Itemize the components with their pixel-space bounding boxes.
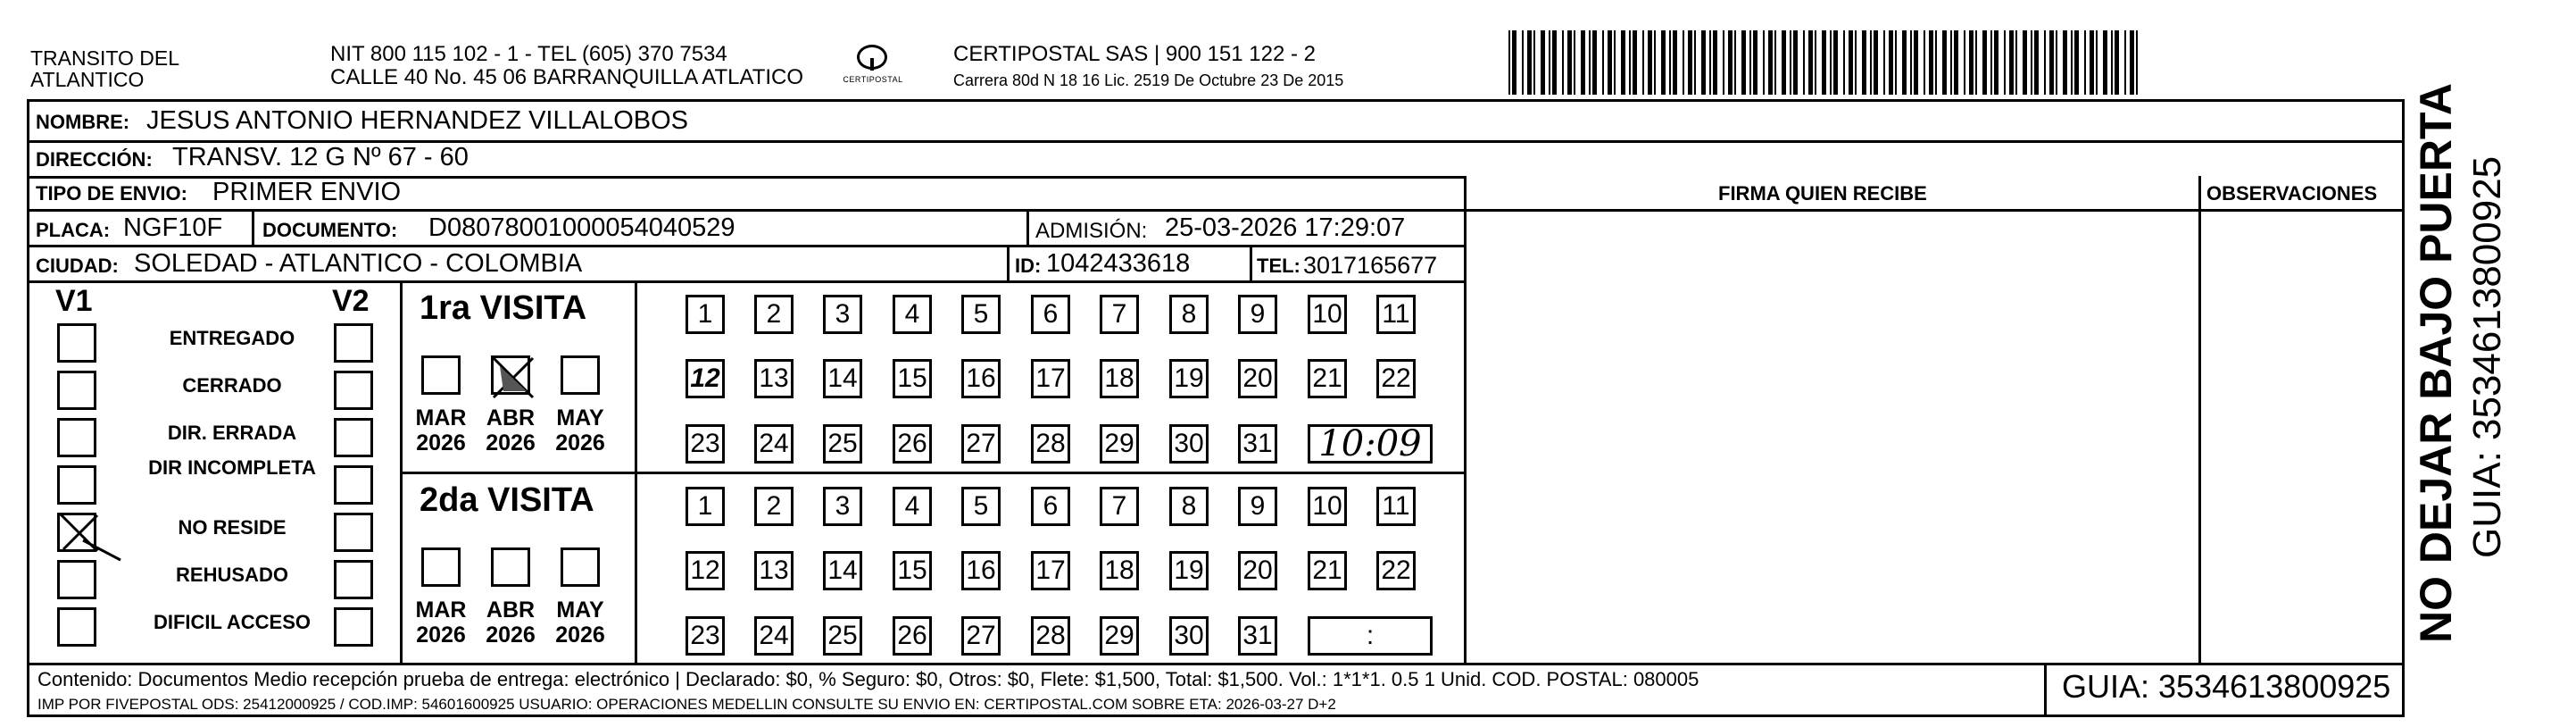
visit2-day-10[interactable]: 10 <box>1308 487 1347 526</box>
certipostal-logo <box>837 45 909 95</box>
visit1-day-9[interactable]: 9 <box>1238 295 1277 334</box>
status-option-label: CERRADO <box>182 374 282 397</box>
visit1-day-3[interactable]: 3 <box>823 295 862 334</box>
v1-checkbox-5[interactable] <box>57 560 96 599</box>
visit2-day-24[interactable]: 24 <box>754 616 794 656</box>
visit2-day-19[interactable]: 19 <box>1169 551 1209 590</box>
visit2-day-12[interactable]: 12 <box>686 551 725 590</box>
visit1-day-11[interactable]: 11 <box>1376 295 1416 334</box>
v2-checkbox-0[interactable] <box>334 323 373 363</box>
visit1-month-checkbox-may[interactable] <box>561 355 600 395</box>
recipient-name: JESUS ANTONIO HERNANDEZ VILLALOBOS <box>146 106 689 135</box>
v2-checkbox-5[interactable] <box>334 560 373 599</box>
visit1-day-14[interactable]: 14 <box>823 359 862 398</box>
visit2-day-30[interactable]: 30 <box>1169 616 1209 656</box>
do-not-leave-warning: NO DEJAR BAJO PUERTA <box>2411 83 2461 643</box>
visit1-day-26[interactable]: 26 <box>893 424 932 464</box>
month-label: MAR 2026 <box>415 597 467 648</box>
visit2-day-27[interactable]: 27 <box>961 616 1001 656</box>
logo-text: CERTIPOSTAL <box>843 75 903 84</box>
x-mark-icon <box>56 510 110 564</box>
visit2-day-9[interactable]: 9 <box>1238 487 1277 526</box>
visit2-month-checkbox-mar[interactable] <box>421 547 461 587</box>
month-label: MAR 2026 <box>415 405 467 455</box>
print-info-line: IMP POR FIVEPOSTAL ODS: 25412000925 / COD.IMP: 54601600925 USUARIO: OPERACIONES MEDELLIN CONSULTE SU ENVIO EN: CERTIPOSTAL.COM SOBRE ETA: 2026-03-27 D+2 <box>37 696 1336 713</box>
visit1-day-31[interactable]: 31 <box>1238 424 1277 464</box>
v1-checkbox-6[interactable] <box>57 607 96 647</box>
send-type: PRIMER ENVIO <box>212 178 402 206</box>
status-option-label: ENTREGADO <box>169 327 295 349</box>
visit1-day-2[interactable]: 2 <box>754 295 794 334</box>
document-label: DOCUMENTO: <box>262 219 398 241</box>
visit2-day-5[interactable]: 5 <box>961 487 1001 526</box>
v2-checkbox-4[interactable] <box>334 513 373 552</box>
visit1-day-23[interactable]: 23 <box>686 424 725 464</box>
visit1-day-30[interactable]: 30 <box>1169 424 1209 464</box>
issuer-nit: NIT 800 115 102 - 1 - TEL (605) 370 7534 <box>330 42 727 66</box>
tel-label: TEL: <box>1257 255 1300 277</box>
visit1-day-21[interactable]: 21 <box>1308 359 1347 398</box>
visit1-day-8[interactable]: 8 <box>1169 295 1209 334</box>
visit1-day-17[interactable]: 17 <box>1031 359 1070 398</box>
visit2-day-1[interactable]: 1 <box>686 487 725 526</box>
logo-mark-icon <box>857 45 887 70</box>
city-label: CIUDAD: <box>36 255 119 277</box>
v2-checkbox-2[interactable] <box>334 418 373 457</box>
signature-header: FIRMA QUIEN RECIBE <box>1718 182 1927 205</box>
month-label: ABR 2026 <box>486 405 536 455</box>
visit2-day-26[interactable]: 26 <box>893 616 932 656</box>
status-option-label: DIR. ERRADA <box>167 422 297 444</box>
status-option-label: DIFICIL ACCESO <box>153 611 311 633</box>
city-value: SOLEDAD - ATLANTICO - COLOMBIA <box>134 249 583 278</box>
visit1-day-24[interactable]: 24 <box>754 424 794 464</box>
admission-label: ADMISIÓN: <box>1035 219 1148 243</box>
tel-value: 3017165677 <box>1303 252 1438 279</box>
visit-title-1: 1ra VISITA <box>420 289 587 327</box>
visit1-day-6[interactable]: 6 <box>1031 295 1070 334</box>
v1-header: V1 <box>55 284 93 318</box>
plate-value: NGF10F <box>123 213 223 242</box>
visit2-day-29[interactable]: 29 <box>1100 616 1139 656</box>
visit1-day-25[interactable]: 25 <box>823 424 862 464</box>
v1-checkbox-3[interactable] <box>57 465 96 505</box>
visit2-month-checkbox-abr[interactable] <box>491 547 530 587</box>
handwritten-time: 10:09 <box>1318 423 1422 464</box>
recipient-address: TRANSV. 12 G Nº 67 - 60 <box>172 143 469 171</box>
month-label: ABR 2026 <box>486 597 536 648</box>
visit1-day-28[interactable]: 28 <box>1031 424 1070 464</box>
visit2-day-11[interactable]: 11 <box>1376 487 1416 526</box>
visit1-day-15[interactable]: 15 <box>893 359 932 398</box>
v2-checkbox-1[interactable] <box>334 371 373 410</box>
v1-checkbox-4[interactable] <box>57 513 96 552</box>
visit1-day-1[interactable]: 1 <box>686 295 725 334</box>
v2-checkbox-3[interactable] <box>334 465 373 505</box>
visit1-day-10[interactable]: 10 <box>1308 295 1347 334</box>
visit2-day-28[interactable]: 28 <box>1031 616 1070 656</box>
status-option-label: REHUSADO <box>176 564 288 586</box>
visit2-day-31[interactable]: 31 <box>1238 616 1277 656</box>
issuer-address: CALLE 40 No. 45 06 BARRANQUILLA ATLATICO <box>330 65 804 89</box>
visit2-day-17[interactable]: 17 <box>1031 551 1070 590</box>
courier-info: CERTIPOSTAL SAS | 900 151 122 - 2 <box>953 42 1316 66</box>
visit2-day-14[interactable]: 14 <box>823 551 862 590</box>
name-label: NOMBRE: <box>36 111 130 133</box>
visit1-month-checkbox-abr[interactable] <box>491 355 530 395</box>
visit2-day-25[interactable]: 25 <box>823 616 862 656</box>
v1-checkbox-2[interactable] <box>57 418 96 457</box>
contents-line: Contenido: Documentos Medio recepción prueba de entrega: electrónico | Declarado: $0, % Seguro: $0, Otros: $0, Flete: $1,500, Total: $1,500. Vol.: 1*1*1. 0.5 1 Unid. COD. POSTAL: 080005 <box>37 668 1699 690</box>
visit2-day-6[interactable]: 6 <box>1031 487 1070 526</box>
visit1-day-5[interactable]: 5 <box>961 295 1001 334</box>
visit1-day-20[interactable]: 20 <box>1238 359 1277 398</box>
visit1-day-18[interactable]: 18 <box>1100 359 1139 398</box>
status-option-label: NO RESIDE <box>178 516 287 539</box>
id-value: 1042433618 <box>1046 249 1191 278</box>
visit1-day-16[interactable]: 16 <box>961 359 1001 398</box>
x-mark-icon <box>491 355 536 400</box>
visit1-day-29[interactable]: 29 <box>1100 424 1139 464</box>
visit2-month-checkbox-may[interactable] <box>561 547 600 587</box>
issuer-name-line2: ATLANTICO <box>30 68 145 91</box>
visit2-day-23[interactable]: 23 <box>686 616 725 656</box>
visit2-day-7[interactable]: 7 <box>1100 487 1139 526</box>
visit1-day-27[interactable]: 27 <box>961 424 1001 464</box>
month-label: MAY 2026 <box>555 405 605 455</box>
v2-checkbox-6[interactable] <box>334 607 373 647</box>
visit2-time-box[interactable]: : <box>1308 616 1433 656</box>
visit2-day-4[interactable]: 4 <box>893 487 932 526</box>
plate-label: PLACA: <box>36 219 111 241</box>
visit2-day-2[interactable]: 2 <box>754 487 794 526</box>
v1-checkbox-1[interactable] <box>57 371 96 410</box>
visit1-day-12[interactable]: 12 <box>686 359 725 398</box>
admission-value: 25-03-2026 17:29:07 <box>1165 213 1406 242</box>
v2-header: V2 <box>332 284 370 318</box>
guia-number: GUIA: 3534613800925 <box>2062 668 2391 705</box>
send-type-label: TIPO DE ENVIO: <box>36 182 187 205</box>
visit2-day-16[interactable]: 16 <box>961 551 1001 590</box>
visit-title-2: 2da VISITA <box>420 481 594 519</box>
visit1-day-19[interactable]: 19 <box>1169 359 1209 398</box>
visit2-day-20[interactable]: 20 <box>1238 551 1277 590</box>
visit2-day-8[interactable]: 8 <box>1169 487 1209 526</box>
visit1-day-4[interactable]: 4 <box>893 295 932 334</box>
visit2-day-18[interactable]: 18 <box>1100 551 1139 590</box>
barcode <box>1508 30 2142 95</box>
visit2-day-13[interactable]: 13 <box>754 551 794 590</box>
visit2-day-3[interactable]: 3 <box>823 487 862 526</box>
visit1-day-7[interactable]: 7 <box>1100 295 1139 334</box>
id-label: ID: <box>1015 255 1042 277</box>
visit2-day-15[interactable]: 15 <box>893 551 932 590</box>
visit2-day-22[interactable]: 22 <box>1376 551 1416 590</box>
document-value: D08078001000054040529 <box>428 213 735 242</box>
v1-checkbox-0[interactable] <box>57 323 96 363</box>
observations-header: OBSERVACIONES <box>2206 182 2378 205</box>
visit1-month-checkbox-mar[interactable] <box>421 355 461 395</box>
courier-license: Carrera 80d N 18 16 Lic. 2519 De Octubre 23 De 2015 <box>953 71 1344 89</box>
address-label: DIRECCIÓN: <box>36 148 153 171</box>
side-guia-number: GUIA: 3534613800925 <box>2465 155 2509 558</box>
month-label: MAY 2026 <box>555 597 605 648</box>
issuer-name-line1: TRANSITO DEL <box>30 46 179 70</box>
visit1-day-13[interactable]: 13 <box>754 359 794 398</box>
visit2-day-21[interactable]: 21 <box>1308 551 1347 590</box>
visit1-time-box[interactable] <box>1308 424 1433 464</box>
status-option-label: DIR INCOMPLETA <box>148 456 316 479</box>
visit1-day-22[interactable]: 22 <box>1376 359 1416 398</box>
